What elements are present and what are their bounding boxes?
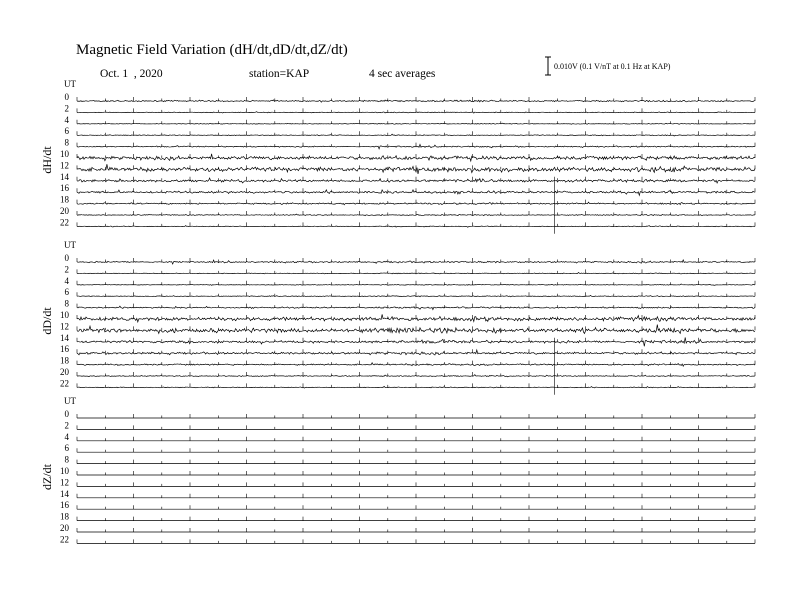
dz-row-ticks <box>77 460 755 464</box>
dz-row-ticks <box>77 539 755 543</box>
dd-ut-label: UT <box>64 240 76 250</box>
dh-row-ticks <box>77 131 755 135</box>
dd-row-label: 8 <box>64 298 69 309</box>
dz-row-ticks <box>77 448 755 452</box>
dd-row-label: 10 <box>60 310 69 320</box>
dh-row-ticks <box>77 177 755 181</box>
dh-panel <box>40 79 755 234</box>
dh-row-label: 20 <box>60 206 69 216</box>
dd-row-label: 4 <box>64 275 69 286</box>
dh-row-ticks <box>77 222 755 226</box>
dh-row-label: 22 <box>60 217 69 228</box>
dh-row-ticks <box>77 211 755 215</box>
dh-ut-label: UT <box>64 79 76 89</box>
scale-label: 0.010V (0.1 V/nT at 0.1 Hz at KAP) <box>554 62 671 71</box>
dz-row-label: 0 <box>64 409 69 419</box>
dd-row-ticks <box>77 258 755 262</box>
dh-row-label: 16 <box>60 183 69 194</box>
dz-row-label: 8 <box>64 454 69 465</box>
scale-bar <box>545 57 551 75</box>
dz-row-label: 4 <box>64 431 69 442</box>
dd-trace <box>77 386 755 388</box>
dz-row-label: 2 <box>64 420 69 431</box>
dz-row-ticks <box>77 505 755 509</box>
dh-axis-label: dH/dt <box>40 146 54 174</box>
dh-row-label: 8 <box>64 137 69 148</box>
dd-row-ticks <box>77 269 755 273</box>
date-label: Oct. 1 , 2020 <box>100 68 163 80</box>
dz-row-ticks <box>77 517 755 521</box>
dh-row-ticks <box>77 120 755 124</box>
dz-row-ticks <box>77 528 755 532</box>
dz-panel <box>40 396 755 544</box>
station-label: station=KAP <box>249 68 310 80</box>
dd-panel <box>40 240 755 395</box>
dh-row-label: 14 <box>60 171 69 182</box>
figure-title: Magnetic Field Variation (dH/dt,dD/dt,dZ/dt) <box>76 42 348 58</box>
dz-row-label: 22 <box>60 534 69 545</box>
dz-row-label: 16 <box>60 500 69 511</box>
dd-row-ticks <box>77 304 755 308</box>
dd-row-label: 6 <box>64 287 69 298</box>
dd-row-label: 20 <box>60 367 69 377</box>
dz-row-ticks <box>77 471 755 475</box>
dz-row-label: 20 <box>60 523 69 533</box>
dh-trace <box>77 112 755 113</box>
dz-row-label: 14 <box>60 488 69 499</box>
dh-row-label: 0 <box>64 92 69 102</box>
dd-row-label: 22 <box>60 378 69 389</box>
dd-row-label: 0 <box>64 253 69 263</box>
dd-row-label: 18 <box>60 355 69 366</box>
dz-row-ticks <box>77 482 755 486</box>
dz-row-ticks <box>77 494 755 498</box>
dz-row-label: 18 <box>60 511 69 522</box>
dh-row-label: 2 <box>64 103 69 114</box>
dd-row-label: 16 <box>60 344 69 355</box>
averaging-label: 4 sec averages <box>369 68 436 80</box>
dz-axis-label: dZ/dt <box>40 464 54 490</box>
dz-row-label: 12 <box>60 477 69 488</box>
dz-row-label: 10 <box>60 466 69 476</box>
dd-row-label: 14 <box>60 332 69 343</box>
dd-axis-label: dD/dt <box>40 307 54 335</box>
dd-row-ticks <box>77 349 755 353</box>
dd-row-ticks <box>77 281 755 285</box>
dh-row-label: 12 <box>60 160 69 171</box>
dz-ut-label: UT <box>64 396 76 406</box>
dz-row-label: 6 <box>64 443 69 454</box>
dz-row-ticks <box>77 437 755 441</box>
dd-row-ticks <box>77 292 755 296</box>
dh-row-label: 4 <box>64 114 69 125</box>
dh-row-ticks <box>77 200 755 204</box>
dh-row-label: 10 <box>60 149 69 159</box>
dz-row-ticks <box>77 414 755 418</box>
dd-row-label: 12 <box>60 321 69 332</box>
dd-row-ticks <box>77 326 755 330</box>
dh-row-label: 6 <box>64 126 69 137</box>
dh-row-label: 18 <box>60 194 69 205</box>
dd-row-label: 2 <box>64 264 69 275</box>
dz-row-ticks <box>77 425 755 429</box>
